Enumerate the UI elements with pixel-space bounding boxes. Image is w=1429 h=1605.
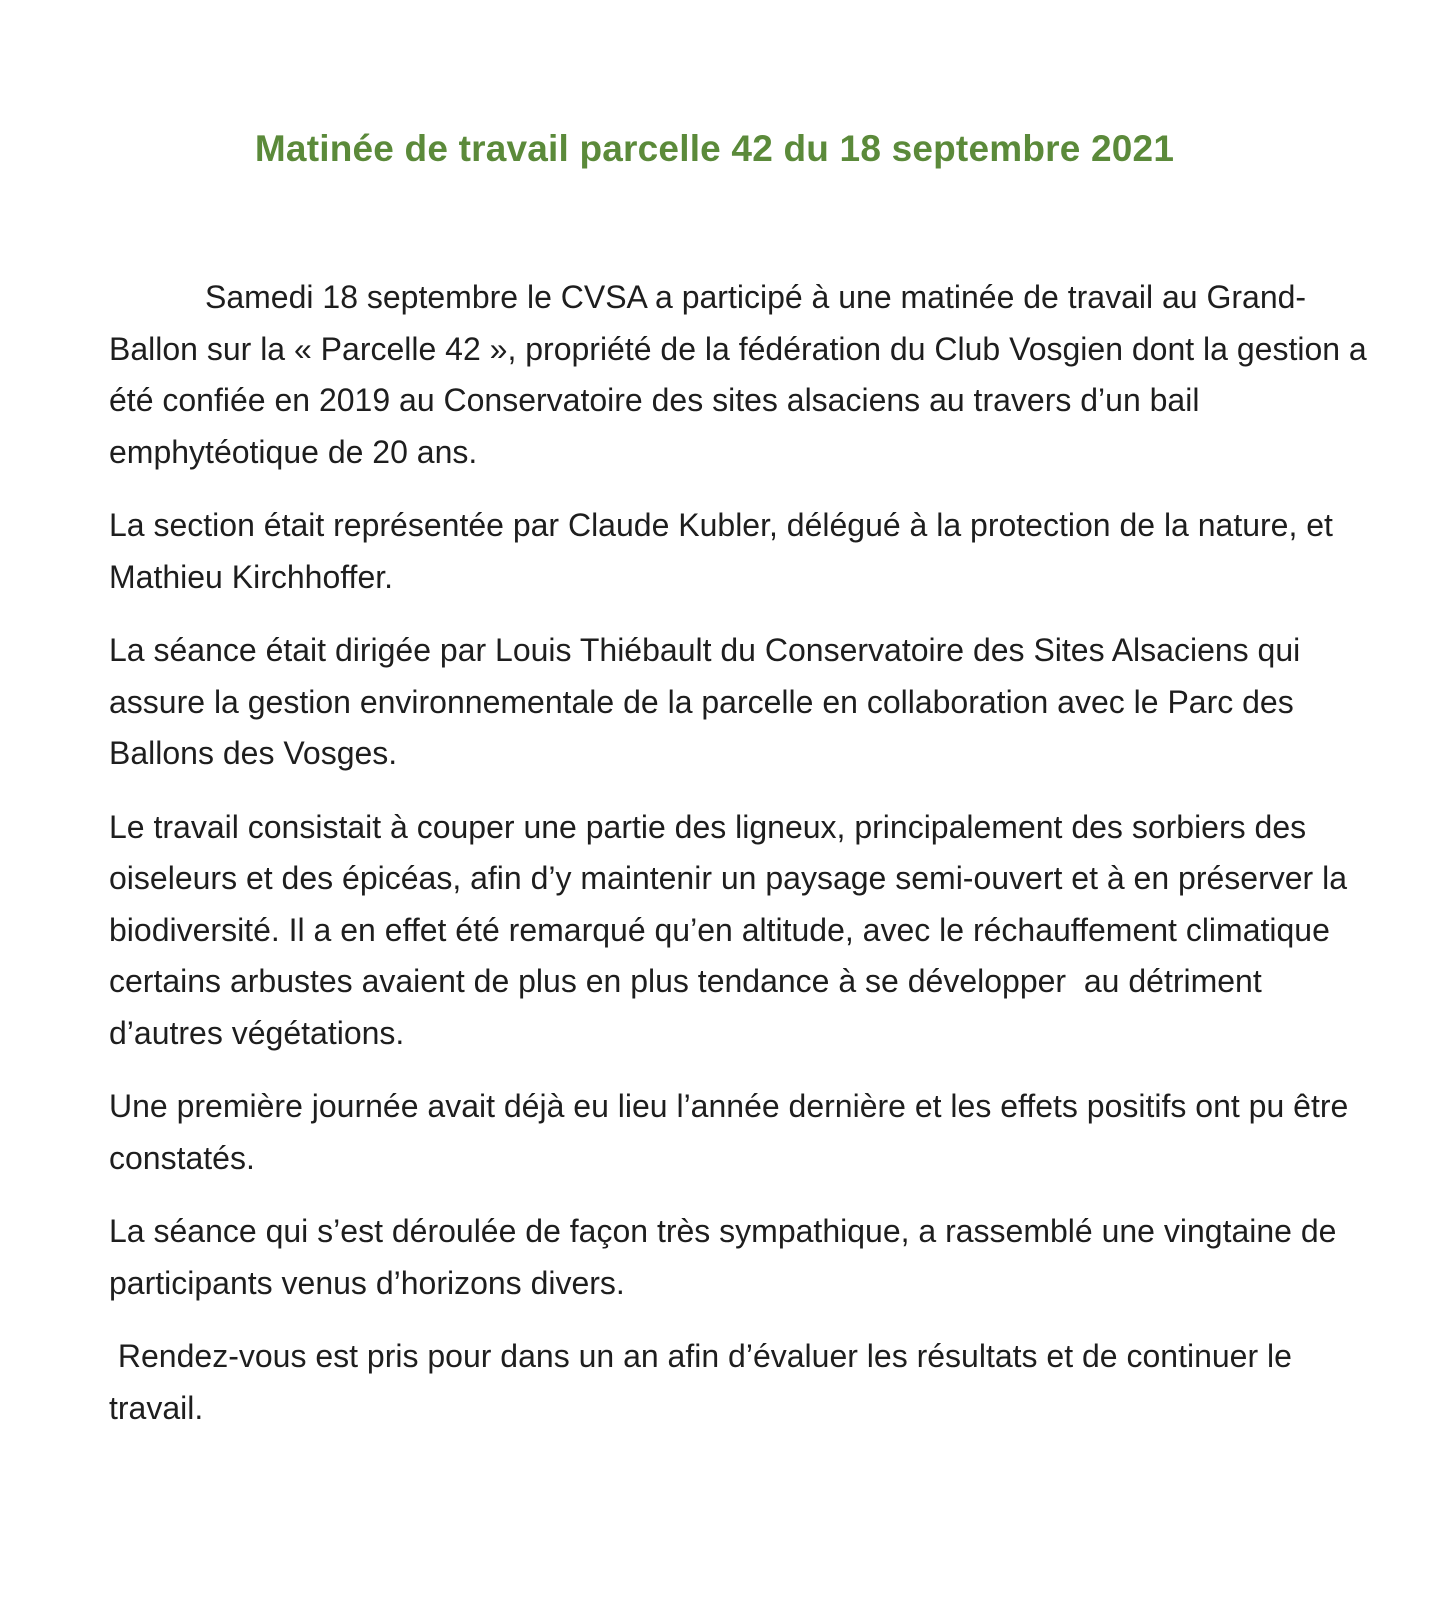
paragraph-representation: La section était représentée par Claude Kubler, délégué à la protection de la nature, et Mathieu Kirchhoffer. [109,507,1342,595]
paragraph-next-meeting: Rendez-vous est pris pour dans un an afin d’évaluer les résultats et de continuer le travail. [109,1338,1301,1426]
paragraph-previous-day: Une première journée avait déjà eu lieu l’année dernière et les effets positifs ont pu être constatés. [109,1088,1358,1176]
page-title: Matinée de travail parcelle 42 du 18 septembre 2021 [254,128,1175,169]
paragraph-direction: La séance était dirigée par Louis Thiébault du Conservatoire des Sites Alsaciens qui assure la gestion environnementale de la parcelle en collaboration avec le Parc des Ballons des Vosges. [109,632,1310,771]
paragraph-intro: Samedi 18 septembre le CVSA a participé à une matinée de travail au Grand-Ballon sur la « Parcelle 42 », propriété de la fédération du Club Vosgien dont la gestion a été confiée en 2019 au Conservatoire des sites alsaciens au travers d’un bail emphytéotique de 20 ans. [109,279,1376,470]
paragraph-participants: La séance qui s’est déroulée de façon très sympathique, a rassemblé une vingtaine de participants venus d’horizons divers. [109,1213,1346,1301]
article-body [109,272,1379,1456]
paragraph-work: Le travail consistait à couper une partie des ligneux, principalement des sorbiers des oiseleurs et des épicéas, afin d’y maintenir un paysage semi-ouvert et à en préserver la biodiversité. Il a en effet été remarqué qu’en altitude, avec le réchauffement climatique certains arbustes avaient de plus en plus tendance à se développer au détriment d’autres végétations. [109,808,1356,1051]
